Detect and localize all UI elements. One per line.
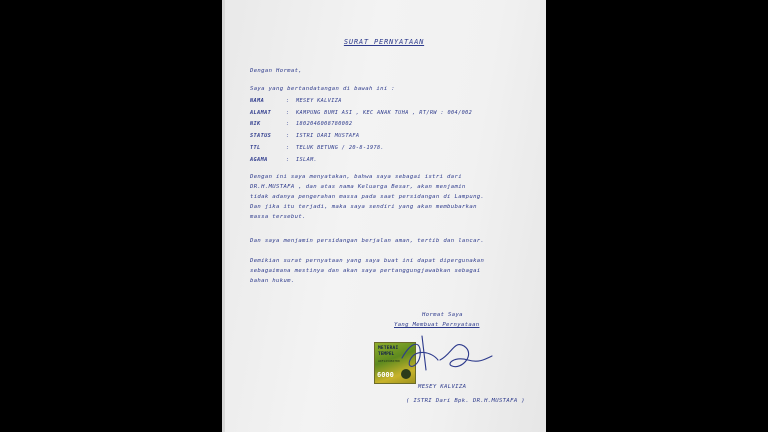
revenue-stamp: METERAI TEMPEL ADF123456789 6000 [374,342,416,384]
identity-row-address: ALAMAT : KAMPUNG BUMI ASI , KEC ANAK TUHA , RT/RW : 004/002 [250,110,473,116]
closing-regards: Hormat Saya [422,312,463,318]
letter-title: SURAT PERNYATAAN [343,38,425,46]
salutation: Dengan Hormat, [250,68,303,74]
identity-row-religion: AGAMA : ISLAM. [250,157,318,163]
signer-name: MESEY KALVIZA [418,384,467,390]
closing-maker: Yang Membuat Pernyataan [394,322,480,328]
signature-mark [392,330,502,378]
signer-role: ( ISTRI Dari Bpk. DR.H.MUSTAFA ) [406,398,525,404]
identity-row-nik: NIK : 1802046008780002 [250,121,353,127]
identity-row-status: STATUS : ISTRI DARI MUSTAFA [250,133,360,139]
identity-row-ttl: TTL : TELUK BETUNG / 20-8-1978. [250,145,385,151]
letter-page: SURAT PERNYATAAN Dengan Hormat, Saya yang bertandatangan di bawah ini : NAMA : MESEY KALVIZA ALAMAT : KAMPUNG BUMI ASI , KEC ANAK TUHA , RT/RW : 004/002 NIK : 1802046008780002 STATUS : ISTRI DARI MUSTAFA TTL : TELUK BETUNG / 20-8-1978. AGAMA : ISLAM. Dengan ini saya menyatakan, bahwa saya sebagai istri dari DR.H.MUSTAFA , dan atas nama Keluarga Besar, akan menjamin tidak adanya pengerahan massa pada saat persidangan di Lampung. Dan jika itu terjadi, maka saya sendiri yang akan membubarkan massa tersebut. Dan saya menjamin persidangan berjalan aman, tertib dan lancar. Demikian surat pernyataan yang saya buat ini dapat dipergunakan sebagaimana mestinya dan akan saya pertanggungjawabkan sebagai bahan hukum. Hormat Saya Yang Membuat Pernyataan METERAI TEMPEL ADF123456789 6000 MESEY KALVIZA ( ISTRI Dari Bpk. DR.H.MUSTAFA ) [222,0,546,432]
intro-line: Saya yang bertandatangan di bawah ini : [250,86,395,92]
identity-row-name: NAMA : MESEY KALVIZA [250,98,342,104]
